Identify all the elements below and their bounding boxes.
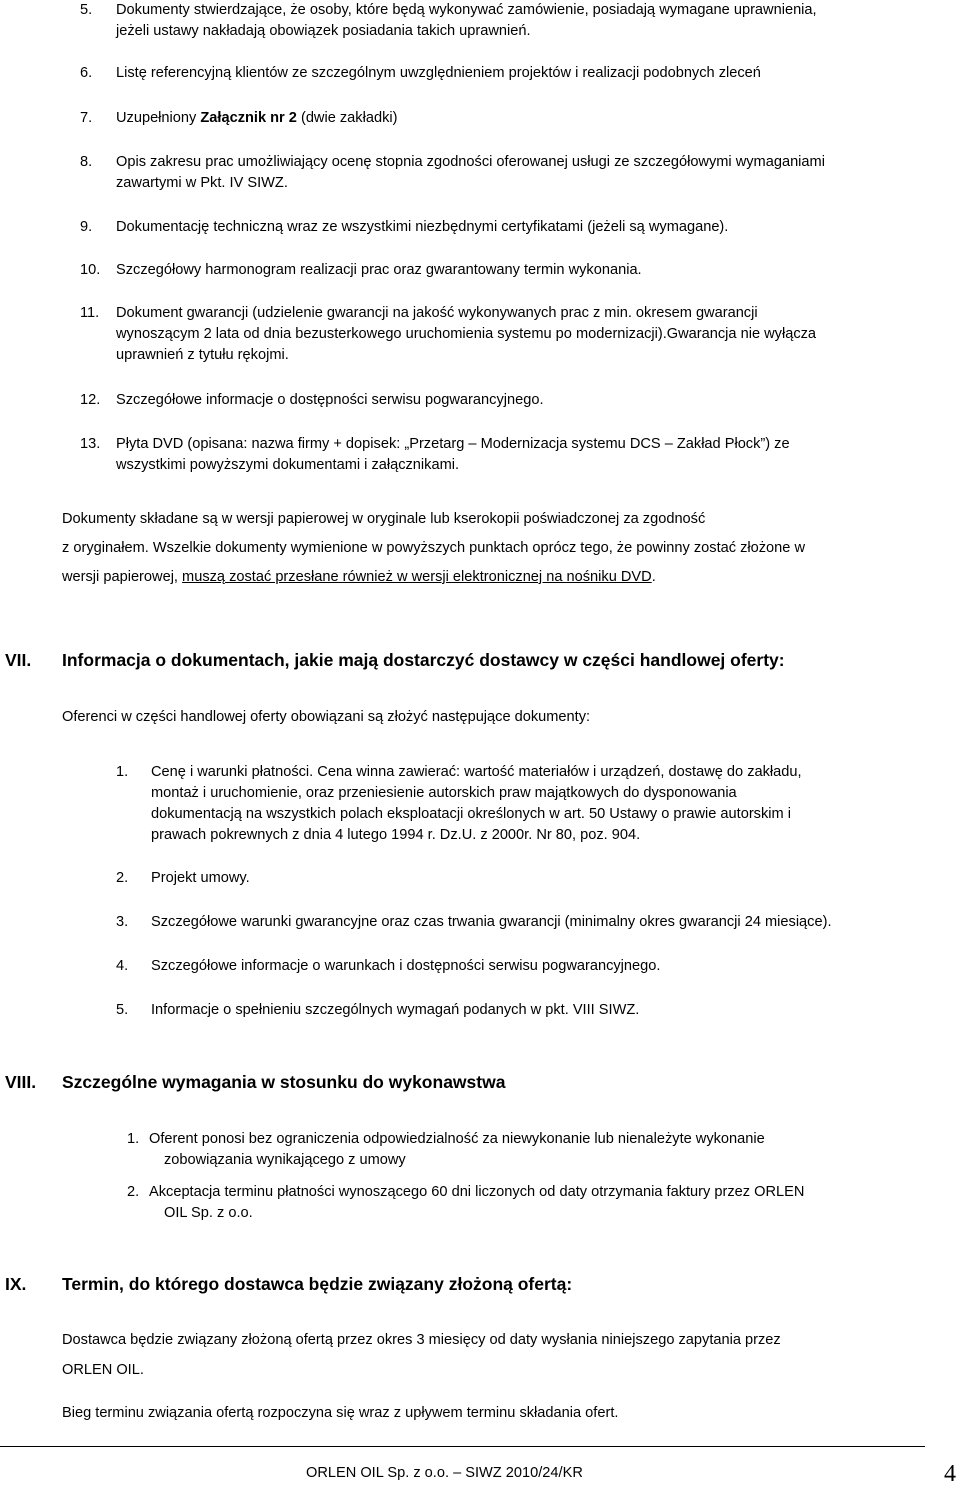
- paragraph-line: Bieg terminu związania ofertą rozpoczyna się wraz z upływem terminu składania ofert.: [62, 1405, 619, 1421]
- list-item-text: wynoszącym 2 lata od dnia bezusterkowego uruchomienia systemu po modernizacji).Gwarancja nie wyłącza: [116, 326, 817, 342]
- footer-text: ORLEN OIL Sp. z o.o. – SIWZ 2010/24/KR: [306, 1465, 583, 1481]
- text-span: Uzupełniony: [116, 110, 201, 126]
- list-item-number: 2.: [116, 870, 129, 886]
- list-item-number: 5.: [80, 2, 93, 18]
- list-item-text: Cenę i warunki płatności. Cena winna zawierać: wartość materiałów i urządzeń, dostawę do zakładu,: [151, 764, 802, 780]
- list-item-text: Szczegółowe informacje o warunkach i dostępności serwisu pogwarancyjnego.: [151, 958, 661, 974]
- list-item-text: Akceptacja terminu płatności wynoszącego 60 dni liczonych od daty otrzymania faktury przez ORLEN: [149, 1184, 805, 1200]
- list-item-text: Projekt umowy.: [151, 870, 250, 886]
- list-item-text: montaż i uruchomienie, oraz przeniesienie autorskich praw majątkowych do dysponowania: [151, 785, 737, 801]
- list-item-number: 1.: [116, 764, 129, 780]
- footer-divider: [0, 1446, 925, 1447]
- section-title: Szczególne wymagania w stosunku do wykonawstwa: [62, 1072, 506, 1092]
- list-item-number: 1.: [127, 1131, 140, 1147]
- text-span: wersji papierowej,: [62, 569, 183, 585]
- list-item-text: Oferent ponosi bez ograniczenia odpowiedzialność za niewykonanie lub nienależyte wykonanie: [149, 1131, 765, 1147]
- paragraph-line: Dostawca będzie związany złożoną ofertą przez okres 3 miesięcy od daty wysłania niniejszego zapytania przez: [62, 1332, 781, 1348]
- list-item-text: Szczegółowe informacje o dostępności serwisu pogwarancyjnego.: [116, 392, 544, 408]
- attachment-ref: Załącznik nr 2: [200, 110, 297, 126]
- text-span: .: [651, 569, 656, 585]
- list-item-text: [116, 108, 397, 129]
- list-item-number: 5.: [116, 1002, 129, 1018]
- list-item-number: 11.: [80, 305, 100, 321]
- list-item-number: 2.: [127, 1184, 140, 1200]
- list-item-text: wszystkimi powyższymi dokumentami i załącznikami.: [116, 457, 460, 473]
- list-item-text: prawach pokrewnych z dnia 4 lutego 1994 r. Dz.U. z 2000r. Nr 80, poz. 904.: [151, 827, 641, 843]
- list-item-text: Dokument gwarancji (udzielenie gwarancji na jakość wykonywanych prac z min. okresem gwarancji: [116, 305, 758, 321]
- list-item-number: 10.: [80, 262, 101, 278]
- list-item-text: Szczegółowy harmonogram realizacji prac oraz gwarantowany termin wykonania.: [116, 262, 642, 278]
- list-item-text: OIL Sp. z o.o.: [164, 1205, 253, 1221]
- list-item-text: Dokumenty stwierdzające, że osoby, które będą wykonywać zamówienie, posiadają wymagane uprawnienia,: [116, 2, 817, 18]
- list-item-text: Płyta DVD (opisana: nazwa firmy + dopisek: „Przetarg – Modernizacja systemu DCS – Zakład Płock”) ze: [116, 436, 790, 452]
- section-intro: Oferenci w części handlowej oferty obowiązani są złożyć następujące dokumenty:: [62, 709, 591, 725]
- list-item-text: Dokumentację techniczną wraz ze wszystkimi niezbędnymi certyfikatami (jeżeli są wymagane).: [116, 219, 729, 235]
- paragraph-line: [62, 567, 656, 588]
- list-item-text: Opis zakresu prac umożliwiający ocenę stopnia zgodności oferowanej usługi ze szczegółowymi wymaganiami: [116, 154, 825, 170]
- text-span: (dwie zakładki): [296, 110, 398, 126]
- section-number: IX.: [5, 1274, 27, 1294]
- section-number: VIII.: [5, 1072, 37, 1092]
- list-item-text: uprawnień z tytułu rękojmi.: [116, 347, 289, 363]
- list-item-text: Listę referencyjną klientów ze szczególnym uwzględnieniem projektów i realizacji podobnych zleceń: [116, 65, 761, 81]
- list-item-text: zobowiązania wynikającego z umowy: [164, 1152, 406, 1168]
- list-item-text: zawartymi w Pkt. IV SIWZ.: [116, 175, 288, 191]
- list-item-number: 8.: [80, 154, 93, 170]
- section-number: VII.: [5, 650, 32, 670]
- list-item-number: 7.: [80, 110, 93, 126]
- list-item-number: 6.: [80, 65, 93, 81]
- underlined-requirement: muszą zostać przesłane również w wersji elektronicznej na nośniku DVD: [182, 569, 652, 585]
- list-item-number: 3.: [116, 914, 129, 930]
- list-item-number: 12.: [80, 392, 101, 408]
- section-title: Informacja o dokumentach, jakie mają dostarczyć dostawcy w części handlowej oferty:: [62, 650, 785, 670]
- list-item-text: Szczegółowe warunki gwarancyjne oraz czas trwania gwarancji (minimalny okres gwarancji 24 miesiące).: [151, 914, 832, 930]
- list-item-number: 4.: [116, 958, 129, 974]
- list-item-number: 9.: [80, 219, 93, 235]
- list-item-text: dokumentacją na wszystkich polach eksploatacji określonych w art. 50 Ustawy o prawie autorskim i: [151, 806, 791, 822]
- page-number: 4: [944, 1461, 956, 1487]
- section-title: Termin, do którego dostawca będzie związany złożoną ofertą:: [62, 1274, 573, 1294]
- list-item-text: jeżeli ustawy nakładają obowiązek posiadania takich uprawnień.: [116, 23, 531, 39]
- list-item-number: 13.: [80, 436, 101, 452]
- paragraph-line: Dokumenty składane są w wersji papierowej w oryginale lub kserokopii poświadczonej za zgodność: [62, 511, 706, 527]
- paragraph-line: z oryginałem. Wszelkie dokumenty wymienione w powyższych punktach oprócz tego, że powinny zostać złożone w: [62, 540, 805, 556]
- paragraph-line: ORLEN OIL.: [62, 1362, 144, 1378]
- list-item-text: Informacje o spełnieniu szczególnych wymagań podanych w pkt. VIII SIWZ.: [151, 1002, 640, 1018]
